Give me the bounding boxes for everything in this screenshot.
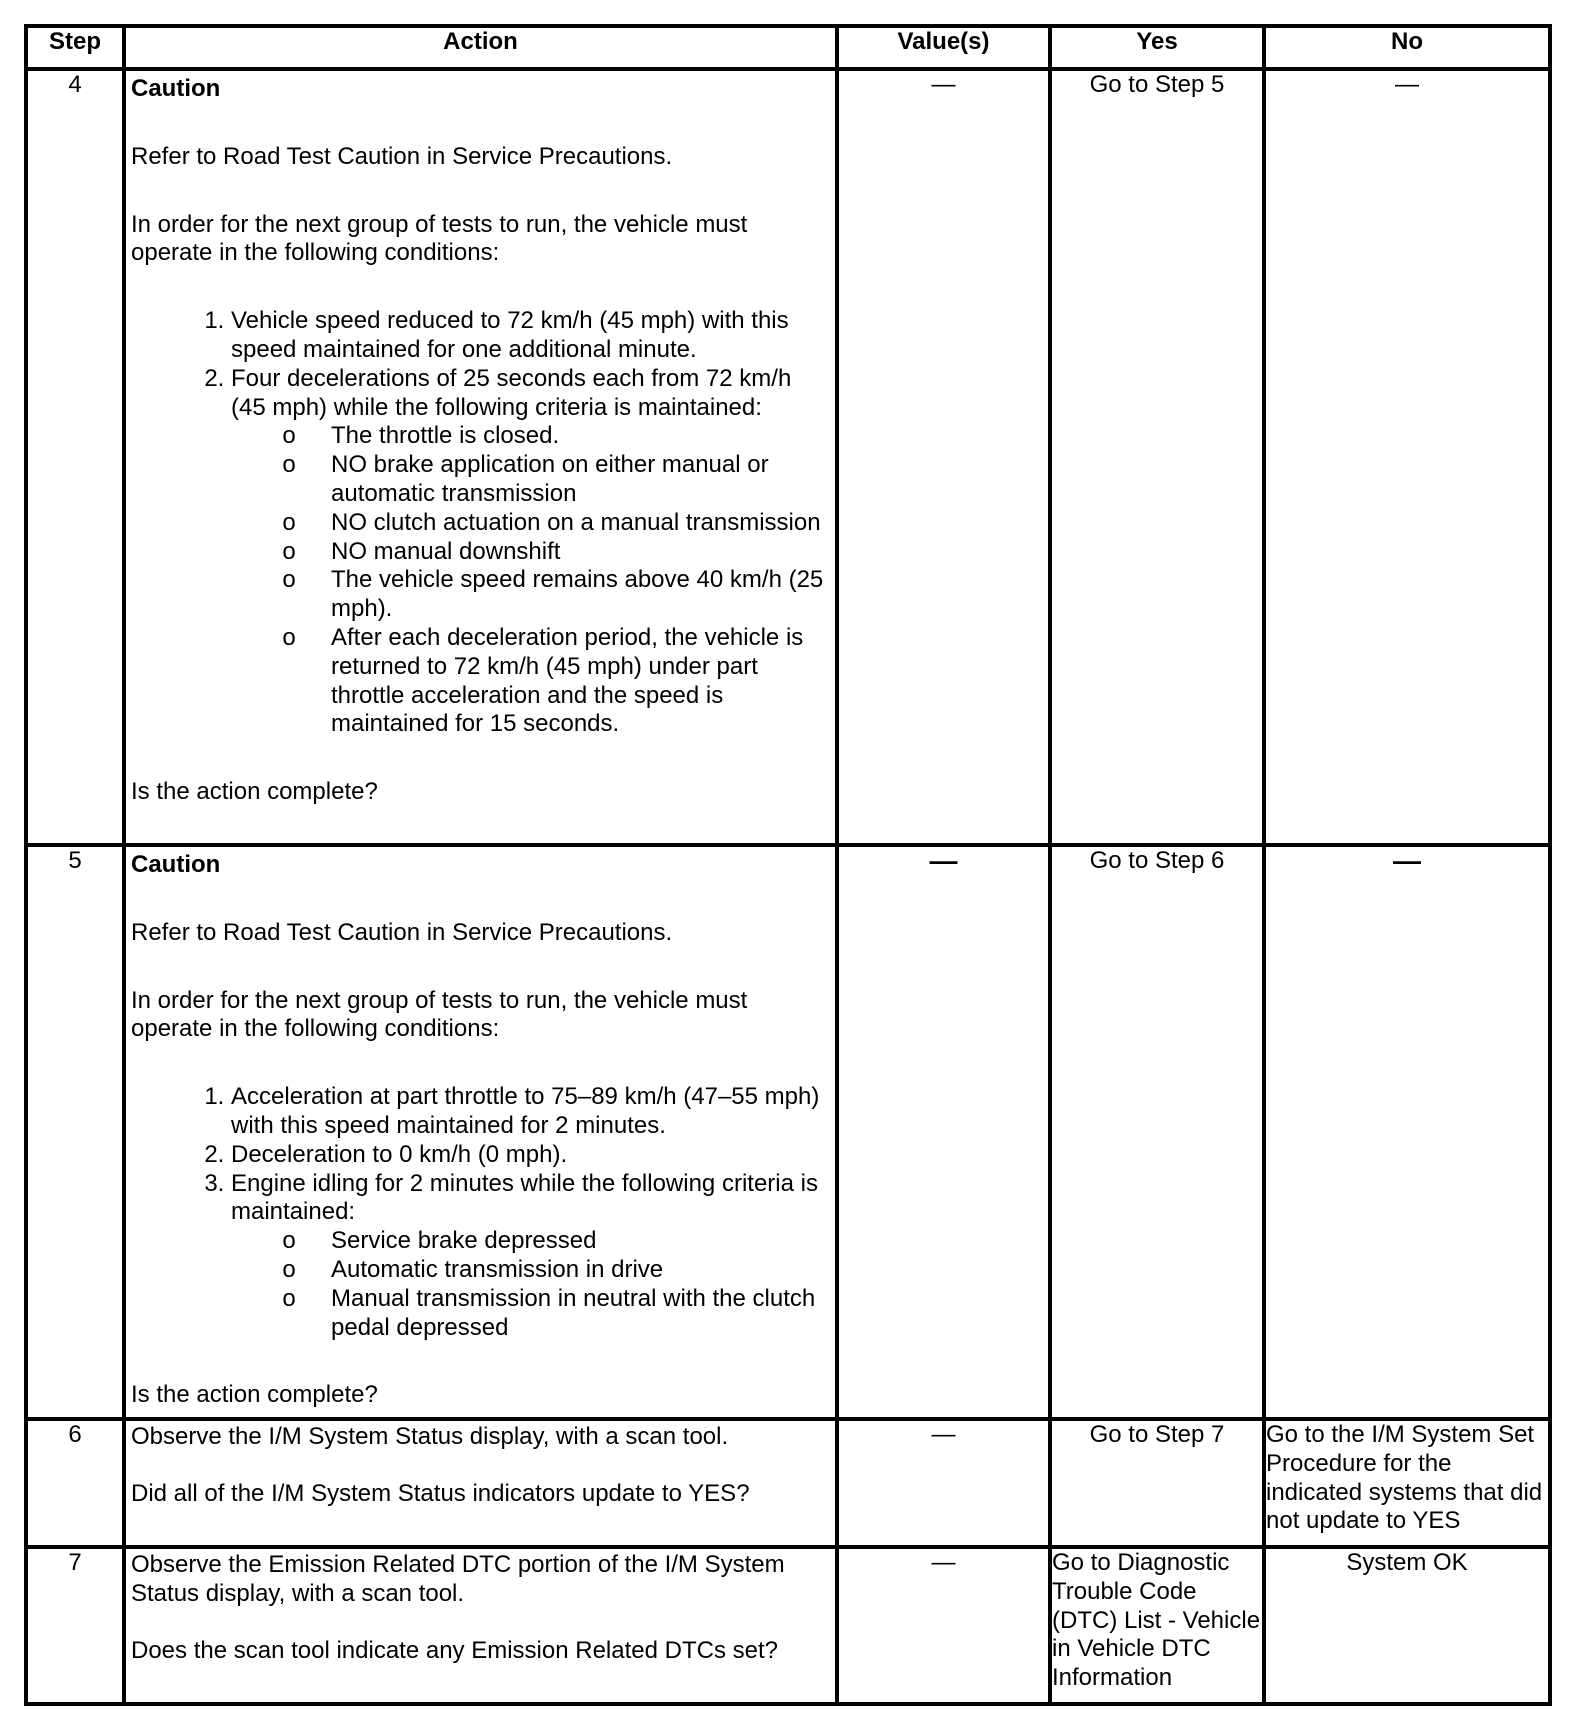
list-item: 1. Acceleration at part throttle to 75–89 km/h (47–55 mph) with this speed maintained for 2 minutes. (231, 1083, 827, 1141)
criteria-item: o NO manual downshift (331, 538, 827, 567)
yes-cell: Go to Step 5 (1050, 69, 1264, 845)
action-cell (124, 845, 837, 1419)
bullet-icon: o (282, 537, 296, 565)
values-cell (837, 1419, 1050, 1547)
header-values: Value(s) (837, 26, 1050, 69)
table-row-step-4 (26, 69, 1550, 845)
bullet-icon: o (282, 422, 296, 450)
yes-cell: Go to Step 6 (1050, 845, 1264, 1419)
refer-text: Refer to Road Test Caution in Service Precautions. (131, 142, 673, 170)
criteria-item: o Automatic transmission in drive (331, 1256, 827, 1285)
diagnostic-table (24, 24, 1552, 1706)
intro-text: In order for the next group of tests to run, the vehicle must operate in the following conditions: (131, 986, 748, 1043)
list-item (231, 1170, 827, 1343)
bullet-icon: o (282, 1255, 296, 1283)
step-number: 5 (26, 845, 124, 1419)
criteria-list (231, 1227, 827, 1342)
condition-list (131, 307, 827, 739)
criteria-item: o Service brake depressed (331, 1227, 827, 1256)
no-cell (1264, 845, 1550, 1419)
list-item (231, 365, 827, 739)
yes-cell: Go to Diagnostic Trouble Code (DTC) List - Vehicle in Vehicle DTC Information (1050, 1547, 1264, 1704)
bullet-icon: o (282, 623, 296, 651)
list-item: 2. Deceleration to 0 km/h (0 mph). (231, 1141, 827, 1170)
criteria-item: o NO clutch actuation on a manual transmission (331, 509, 827, 538)
no-cell: System OK (1264, 1547, 1550, 1704)
header-step: Step (26, 26, 124, 69)
question-text: Is the action complete? (131, 778, 378, 806)
bullet-icon: o (282, 451, 296, 479)
bullet-icon: o (282, 1227, 296, 1255)
yes-cell: Go to Step 7 (1050, 1419, 1264, 1547)
observe-text: Observe the Emission Related DTC portion of the I/M System Status display, with a scan tool. (131, 1551, 785, 1607)
question-text: Is the action complete? (131, 1381, 378, 1409)
intro-text: In order for the next group of tests to run, the vehicle must operate in the following conditions: (131, 210, 748, 267)
criteria-list (231, 422, 827, 739)
values-cell (837, 1547, 1050, 1704)
no-dash: — (1393, 845, 1421, 876)
values-cell (837, 845, 1050, 1419)
table-row-step-7 (26, 1547, 1550, 1704)
values-dash: — (931, 1421, 956, 1448)
values-cell (837, 69, 1050, 845)
step-number: 6 (26, 1419, 124, 1547)
step-number: 4 (26, 69, 124, 845)
table-row-step-6 (26, 1419, 1550, 1547)
question-text: Does the scan tool indicate any Emission Related DTCs set? (131, 1636, 778, 1664)
no-dash: — (1395, 71, 1419, 98)
list-item-text: Four decelerations of 25 seconds each from 72 km/h (45 mph) while the following criteria is maintained: (231, 364, 792, 421)
criteria-item: o The throttle is closed. (331, 422, 827, 451)
criteria-item: o NO brake application on either manual or automatic transmission (331, 451, 827, 509)
criteria-item: o After each deceleration period, the vehicle is returned to 72 km/h (45 mph) under part throttle acceleration and the speed is maintained for 15 seconds. (331, 624, 827, 739)
criteria-item: o The vehicle speed remains above 40 km/h (25 mph). (331, 566, 827, 624)
action-cell (124, 69, 837, 845)
values-dash: — (931, 71, 956, 98)
header-no: No (1264, 26, 1550, 69)
caution-heading: Caution (131, 75, 221, 102)
values-dash: — (931, 1549, 956, 1576)
header-action: Action (124, 26, 837, 69)
condition-list (131, 1083, 827, 1342)
header-yes: Yes (1050, 26, 1264, 69)
action-cell (124, 1419, 837, 1547)
observe-text: Observe the I/M System Status display, with a scan tool. (131, 1423, 729, 1450)
no-cell (1264, 69, 1550, 845)
caution-heading: Caution (131, 851, 221, 878)
list-item: 1. Vehicle speed reduced to 72 km/h (45 mph) with this speed maintained for one additional minute. (231, 307, 827, 365)
refer-text: Refer to Road Test Caution in Service Precautions. (131, 918, 673, 946)
no-cell: Go to the I/M System Set Procedure for the indicated systems that did not update to YES (1264, 1419, 1550, 1547)
values-dash: — (929, 845, 958, 876)
header-row (26, 26, 1550, 69)
action-cell (124, 1547, 837, 1704)
question-text: Did all of the I/M System Status indicators update to YES? (131, 1479, 750, 1507)
criteria-item: o Manual transmission in neutral with the clutch pedal depressed (331, 1285, 827, 1343)
bullet-icon: o (282, 508, 296, 536)
bullet-icon: o (282, 566, 296, 594)
list-item-text: Engine idling for 2 minutes while the following criteria is maintained: (231, 1169, 818, 1226)
bullet-icon: o (282, 1284, 296, 1312)
step-number: 7 (26, 1547, 124, 1704)
table-row-step-5 (26, 845, 1550, 1419)
